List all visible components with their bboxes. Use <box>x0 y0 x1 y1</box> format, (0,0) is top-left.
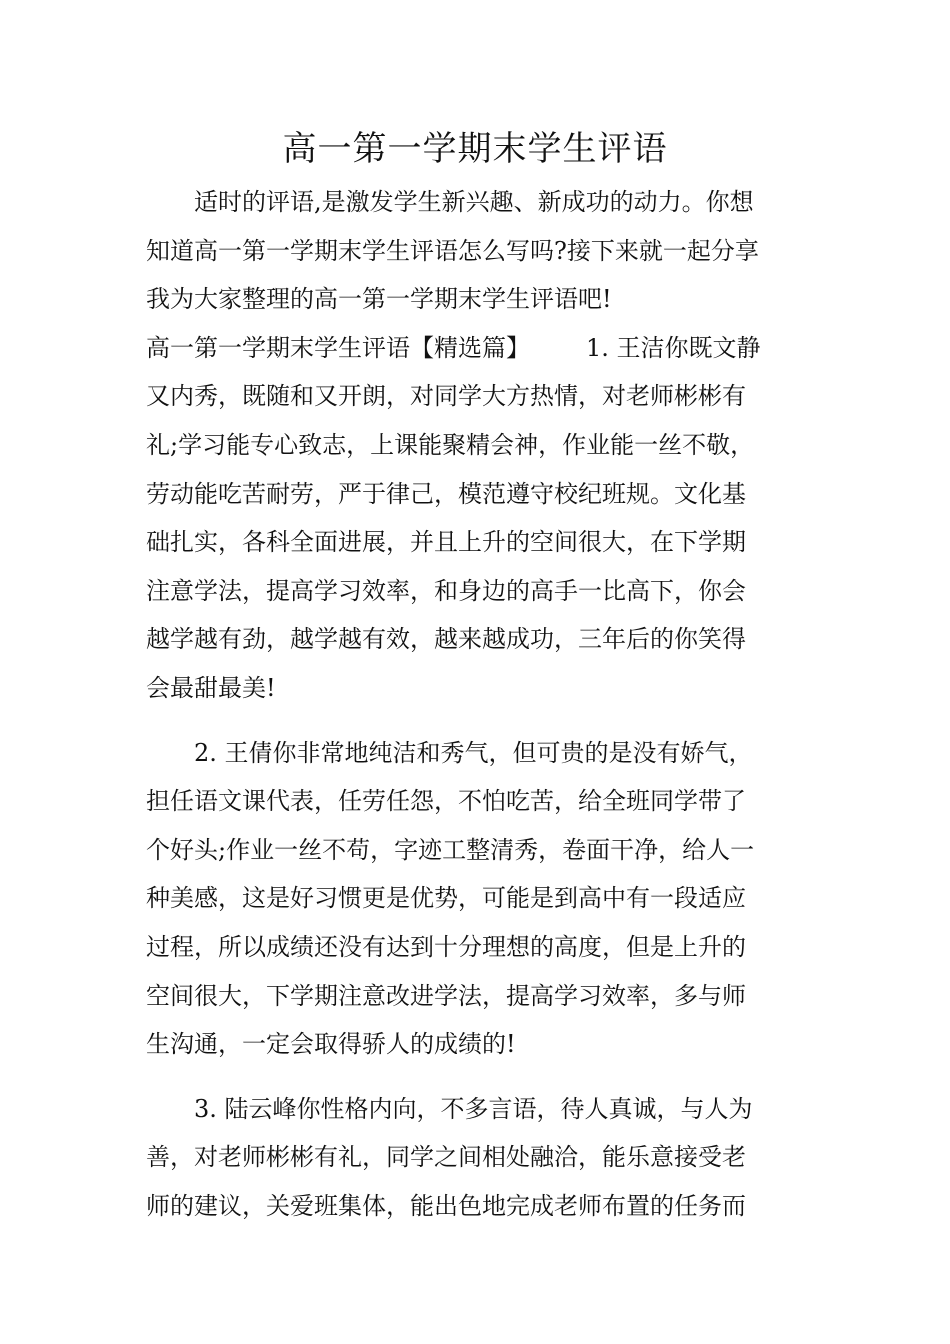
intro-line: 知道高一第一学期末学生评语怎么写吗?接下来就一起分享 <box>146 236 759 265</box>
item-2-line: 生沟通，一定会取得骄人的成绩的! <box>146 1030 516 1059</box>
intro-line: 适时的评语,是激发学生新兴趣、新成功的动力。你想 <box>194 188 754 216</box>
item-1-line: 会最甜最美! <box>146 673 276 702</box>
item-1-line: 1. 王洁你既文静 <box>586 333 761 362</box>
item-2-line: 种美感，这是好习惯更是优势，可能是到高中有一段适应 <box>146 884 746 913</box>
item-1-line: 礼;学习能专心致志，上课能聚精会神，作业能一丝不敬， <box>146 430 755 459</box>
item-2-line: 过程，所以成绩还没有达到十分理想的高度，但是上升的 <box>146 932 746 961</box>
item-1-line: 注意学法，提高学习效率，和身边的高手一比高下，你会 <box>146 576 746 605</box>
intro-line: 我为大家整理的高一第一学期末学生评语吧! <box>146 285 612 314</box>
item-2-line: 2. 王倩你非常地纯洁和秀气，但可贵的是没有娇气， <box>194 738 753 767</box>
item-3-line: 师的建议，关爱班集体，能出色地完成老师布置的任务而 <box>146 1191 746 1220</box>
section-heading: 高一第一学期末学生评语【精选篇】 <box>146 333 530 362</box>
item-1-line: 础扎实，各科全面进展，并且上升的空间很大，在下学期 <box>146 528 746 557</box>
item-2-line: 空间很大，下学期注意改进学法，提高学习效率，多与师 <box>146 981 746 1010</box>
item-1-line: 越学越有劲，越学越有效，越来越成功，三年后的你笑得 <box>146 625 746 654</box>
section-heading-line <box>146 324 806 373</box>
item-2-line: 个好头;作业一丝不苟，字迹工整清秀，卷面干净，给人一 <box>146 835 755 864</box>
item-2-line: 担任语文课代表，任劳任怨，不怕吃苦，给全班同学带了 <box>146 787 746 816</box>
document-title: 高一第一学期末学生评语 <box>282 129 668 169</box>
document-body <box>146 178 806 1230</box>
item-3-line: 3. 陆云峰你性格内向，不多言语，待人真诚，与人为 <box>194 1094 753 1123</box>
item-3-line: 善，对老师彬彬有礼，同学之间相处融洽，能乐意接受老 <box>146 1143 746 1172</box>
item-1-line: 劳动能吃苦耐劳，严于律己，模范遵守校纪班规。文化基 <box>146 479 746 508</box>
item-1-line: 又内秀，既随和又开朗，对同学大方热情，对老师彬彬有 <box>146 382 746 411</box>
